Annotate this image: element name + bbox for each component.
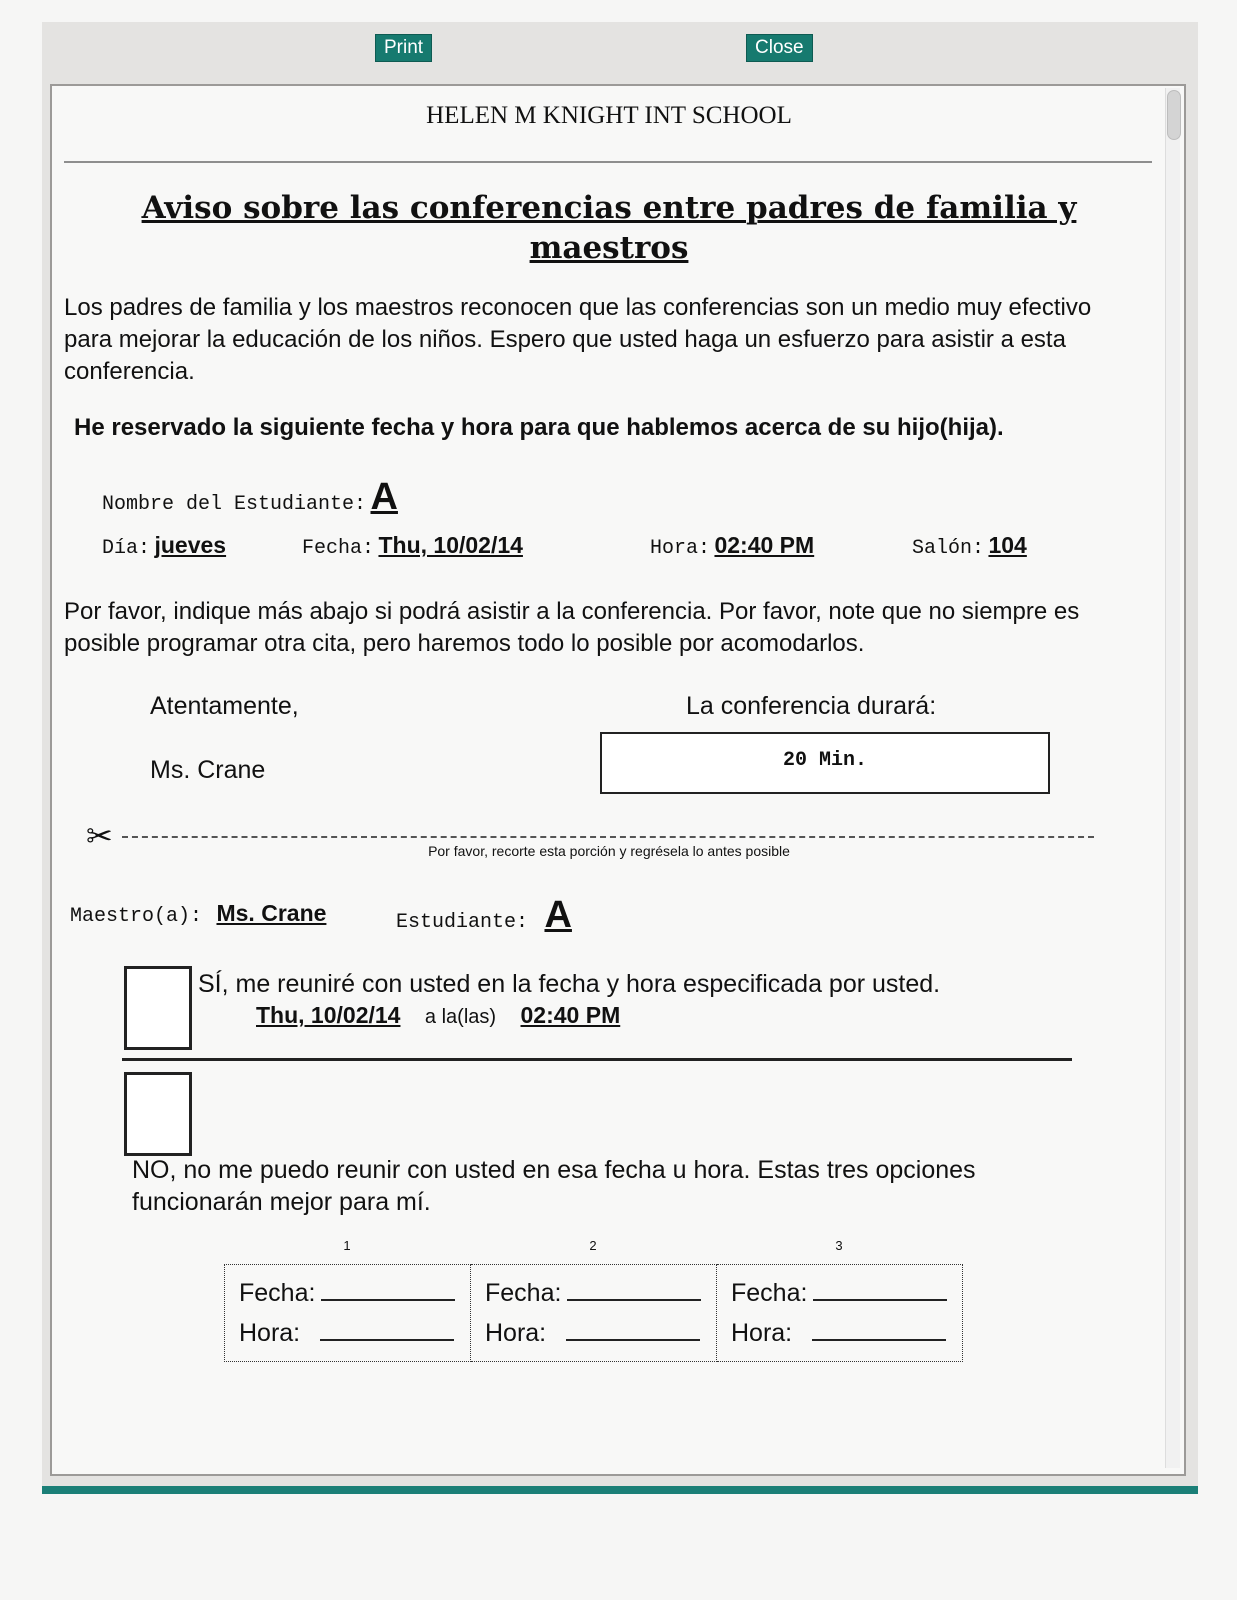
option-time-label: Hora: [239, 1319, 301, 1347]
school-name: HELEN M KNIGHT INT SCHOOL [426, 102, 792, 129]
room-field [912, 532, 1027, 560]
reply-teacher-value: Ms. Crane [216, 900, 327, 926]
options-divider [122, 1058, 1072, 1061]
cut-note: Por favor, recorte esta porción y regrésela lo antes posible [428, 843, 790, 859]
time-field [650, 532, 814, 560]
request-paragraph: Por favor, indique más abajo si podrá asistir a la conferencia. Por favor, note que no siempre es posible programar otra cita, pero haremos todo lo posible por acomodarlos. [64, 598, 1080, 657]
time-label: Hora: [650, 537, 711, 560]
room-value: 104 [988, 532, 1027, 558]
time-value: 02:40 PM [714, 532, 815, 558]
closing-text: Atentamente, [150, 692, 299, 720]
day-field [102, 532, 226, 560]
option-time-blank[interactable] [320, 1321, 454, 1341]
intro-paragraph: Los padres de familia y los maestros reconocen que las conferencias son un medio muy efectivo para mejorar la educación de los niños. Espero que usted haga un esfuerzo para asistir a esta conferencia. [64, 294, 1092, 385]
option-date-blank[interactable] [567, 1281, 701, 1301]
reply-student-value: A [544, 894, 572, 936]
notice-title: Aviso sobre las conferencias entre padres de familia y maestros [141, 190, 1077, 266]
option-time-blank[interactable] [812, 1321, 946, 1341]
duration-box: 20 Min. [600, 732, 1050, 794]
print-button[interactable]: Print [375, 34, 432, 62]
scrollbar-thumb[interactable] [1167, 90, 1181, 140]
yes-text: SÍ, me reuniré con usted en la fecha y hora especificada por usted. [198, 970, 941, 998]
yes-datetime [256, 1002, 620, 1029]
cut-line [122, 836, 1094, 838]
reply-teacher-field [70, 900, 326, 928]
option-time-label: Hora: [731, 1319, 793, 1347]
yes-checkbox[interactable] [124, 966, 192, 1050]
date-field [302, 532, 523, 560]
close-button[interactable]: Close [746, 34, 813, 62]
option-time-blank[interactable] [566, 1321, 700, 1341]
option-number-3: 3 [835, 1238, 843, 1253]
option-time-label: Hora: [485, 1319, 547, 1347]
yes-time: 02:40 PM [520, 1002, 621, 1028]
print-preview-window [42, 22, 1198, 1494]
option-cell-3[interactable] [717, 1265, 963, 1362]
student-name-field [102, 476, 398, 519]
yes-date: Thu, 10/02/14 [256, 1002, 401, 1028]
room-label: Salón: [912, 537, 985, 560]
vertical-scrollbar[interactable] [1165, 88, 1180, 1468]
student-name-label: Nombre del Estudiante: [102, 493, 367, 516]
teacher-signature: Ms. Crane [150, 756, 266, 784]
date-value: Thu, 10/02/14 [378, 532, 523, 558]
option-cell-1[interactable] [225, 1265, 471, 1362]
option-date-label: Fecha: [239, 1279, 316, 1307]
option-number-1: 1 [343, 1238, 351, 1253]
scissors-icon: ✂ [86, 818, 113, 854]
no-text: NO, no me puedo reunir con usted en esa fecha u hora. Estas tres opciones funcionarán mejor para mí. [132, 1156, 976, 1216]
option-date-blank[interactable] [321, 1281, 455, 1301]
option-date-label: Fecha: [731, 1279, 808, 1307]
reply-student-label: Estudiante: [396, 911, 529, 934]
no-checkbox[interactable] [124, 1072, 192, 1156]
day-label: Día: [102, 537, 151, 560]
option-number-2: 2 [589, 1238, 597, 1253]
document-page [50, 84, 1186, 1476]
yes-at: a la(las) [424, 1006, 497, 1028]
reply-student-field [396, 894, 572, 937]
student-name-value: A [370, 476, 398, 518]
date-label: Fecha: [302, 537, 375, 560]
option-cell-2[interactable] [471, 1265, 717, 1362]
alternative-options-table [224, 1264, 963, 1362]
header-divider [64, 161, 1152, 163]
day-value: jueves [154, 532, 227, 558]
option-date-blank[interactable] [813, 1281, 947, 1301]
option-date-label: Fecha: [485, 1279, 562, 1307]
reserved-statement: He reservado la siguiente fecha y hora para que hablemos acerca de su hijo(hija). [74, 414, 1004, 441]
reply-teacher-label: Maestro(a): [70, 905, 203, 928]
footer-bar [42, 1486, 1198, 1494]
duration-label: La conferencia durará: [686, 692, 937, 720]
